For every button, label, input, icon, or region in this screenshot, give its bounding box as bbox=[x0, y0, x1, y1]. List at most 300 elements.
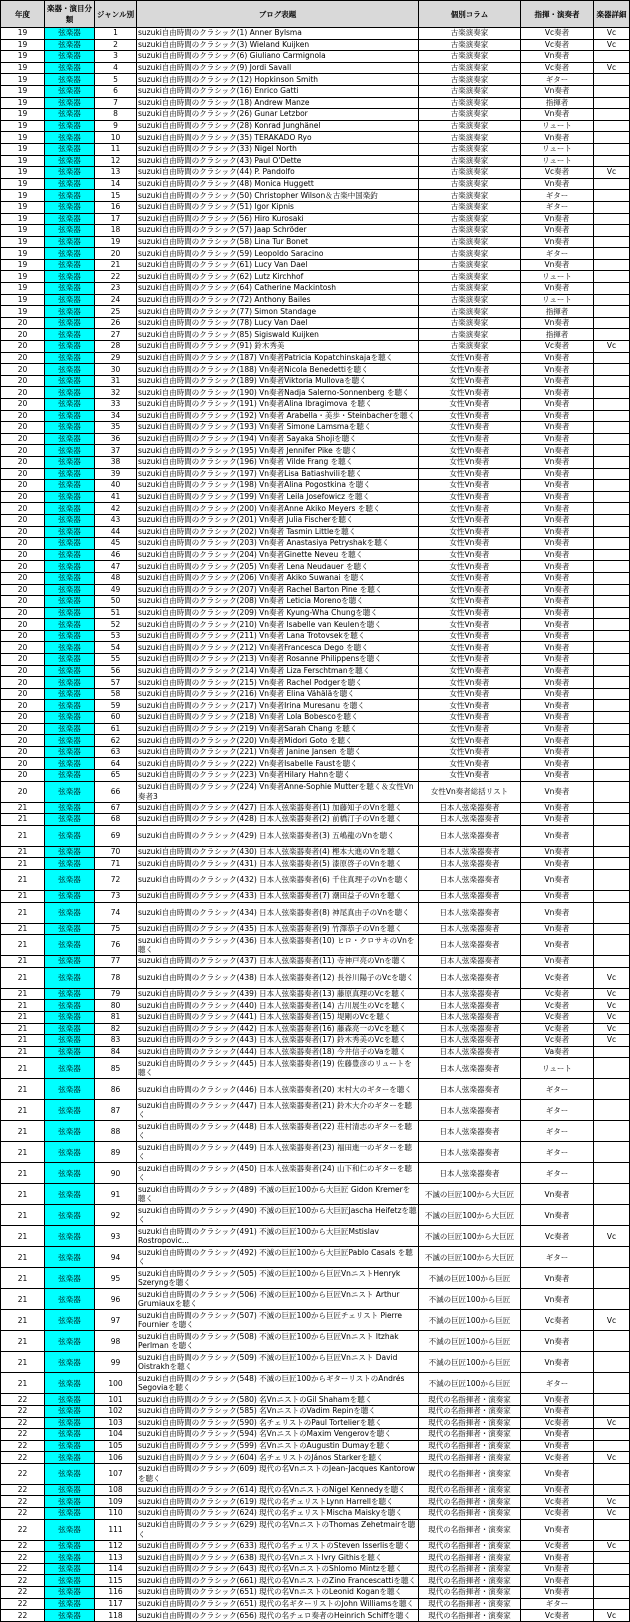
cell-year[interactable]: 20 bbox=[1, 596, 45, 608]
cell-category[interactable]: 弦楽器 bbox=[45, 677, 95, 689]
cell-genre-no[interactable]: 28 bbox=[95, 341, 137, 353]
cell-title[interactable]: suzuki自由時間のクラシック(506) 不滅の巨匠100から巨匠Vnニスト Arthur Grumiauxを聴く bbox=[137, 1289, 419, 1310]
cell-category[interactable]: 弦楽器 bbox=[45, 700, 95, 712]
cell-column[interactable]: 古楽演奏家 bbox=[419, 120, 521, 132]
cell-column[interactable]: 古楽演奏家 bbox=[419, 329, 521, 341]
cell-genre-no[interactable]: 110 bbox=[95, 1508, 137, 1520]
cell-instrument[interactable] bbox=[594, 1598, 630, 1610]
cell-instrument[interactable] bbox=[594, 259, 630, 271]
cell-year[interactable]: 21 bbox=[1, 1352, 45, 1373]
cell-genre-no[interactable]: 15 bbox=[95, 190, 137, 202]
cell-title[interactable]: suzuki自由時間のクラシック(198) Vn奏者Alina Pogostkina を聴く bbox=[137, 480, 419, 492]
cell-title[interactable]: suzuki自由時間のクラシック(656) 現代の名チェロ奏者のHeinrich Schiffを聴く bbox=[137, 1610, 419, 1622]
cell-instrument[interactable] bbox=[594, 846, 630, 858]
cell-year[interactable]: 19 bbox=[1, 167, 45, 179]
cell-year[interactable]: 20 bbox=[1, 364, 45, 376]
cell-instrument[interactable] bbox=[594, 630, 630, 642]
cell-column[interactable]: 現代の名指揮者・演奏家 bbox=[419, 1463, 521, 1484]
cell-column[interactable]: 女性Vn奏者 bbox=[419, 630, 521, 642]
cell-genre-no[interactable]: 31 bbox=[95, 375, 137, 387]
cell-column[interactable]: 女性Vn奏者 bbox=[419, 584, 521, 596]
header-instrument[interactable]: 楽器詳細 bbox=[594, 1, 630, 28]
cell-title[interactable]: suzuki自由時間のクラシック(222) Vn奏者Isabelle Faustを聴く bbox=[137, 758, 419, 770]
cell-year[interactable]: 19 bbox=[1, 85, 45, 97]
cell-genre-no[interactable]: 52 bbox=[95, 619, 137, 631]
cell-year[interactable]: 21 bbox=[1, 1373, 45, 1394]
cell-role[interactable]: Vn奏者 bbox=[521, 491, 594, 503]
cell-title[interactable]: suzuki自由時間のクラシック(64) Catherine Mackintosh bbox=[137, 283, 419, 295]
cell-title[interactable]: suzuki自由時間のクラシック(190) Vn奏者Nadja Salerno-Sonnenberg を聴く bbox=[137, 387, 419, 399]
cell-title[interactable]: suzuki自由時間のクラシック(643) 現代の名VnニストのShlomo Mintzを聴く bbox=[137, 1563, 419, 1575]
cell-category[interactable]: 弦楽器 bbox=[45, 352, 95, 364]
cell-role[interactable]: ギター bbox=[521, 1598, 594, 1610]
cell-genre-no[interactable]: 32 bbox=[95, 387, 137, 399]
cell-genre-no[interactable]: 83 bbox=[95, 1035, 137, 1047]
cell-column[interactable]: 現代の名指揮者・演奏家 bbox=[419, 1575, 521, 1587]
cell-category[interactable]: 弦楽器 bbox=[45, 1058, 95, 1079]
cell-year[interactable]: 20 bbox=[1, 677, 45, 689]
cell-genre-no[interactable]: 99 bbox=[95, 1352, 137, 1373]
cell-year[interactable]: 20 bbox=[1, 770, 45, 782]
cell-title[interactable]: suzuki自由時間のクラシック(35) TERAKADO Ryo bbox=[137, 132, 419, 144]
cell-instrument[interactable] bbox=[594, 364, 630, 376]
cell-role[interactable]: Vn奏者 bbox=[521, 259, 594, 271]
cell-genre-no[interactable]: 72 bbox=[95, 869, 137, 890]
cell-title[interactable]: suzuki自由時間のクラシック(437) 日本人弦楽器奏者(11) 寺神戸亮のVnを聴く bbox=[137, 956, 419, 968]
cell-role[interactable]: Vn奏者 bbox=[521, 723, 594, 735]
cell-title[interactable]: suzuki自由時間のクラシック(214) Vn奏者 Liza Ferschtmanを聴く bbox=[137, 665, 419, 677]
cell-year[interactable]: 21 bbox=[1, 1023, 45, 1035]
cell-genre-no[interactable]: 57 bbox=[95, 677, 137, 689]
cell-year[interactable]: 21 bbox=[1, 923, 45, 935]
cell-instrument[interactable] bbox=[594, 387, 630, 399]
cell-category[interactable]: 弦楽器 bbox=[45, 1331, 95, 1352]
cell-instrument[interactable]: Vc bbox=[594, 167, 630, 179]
cell-role[interactable]: ギター bbox=[521, 1121, 594, 1142]
cell-title[interactable]: suzuki自由時間のクラシック(219) Vn奏者Sarah Chang を聴く bbox=[137, 723, 419, 735]
cell-column[interactable]: 女性Vn奏者 bbox=[419, 514, 521, 526]
cell-category[interactable]: 弦楽器 bbox=[45, 1289, 95, 1310]
cell-category[interactable]: 弦楽器 bbox=[45, 572, 95, 584]
cell-role[interactable]: Vn奏者 bbox=[521, 317, 594, 329]
cell-title[interactable]: suzuki自由時間のクラシック(220) Vn奏者Midori Goto を聴く bbox=[137, 735, 419, 747]
cell-role[interactable]: Vn奏者 bbox=[521, 1484, 594, 1496]
cell-category[interactable]: 弦楽器 bbox=[45, 630, 95, 642]
cell-instrument[interactable] bbox=[594, 201, 630, 213]
cell-column[interactable]: 古楽演奏家 bbox=[419, 317, 521, 329]
cell-column[interactable]: 古楽演奏家 bbox=[419, 201, 521, 213]
cell-year[interactable]: 20 bbox=[1, 514, 45, 526]
cell-genre-no[interactable]: 77 bbox=[95, 956, 137, 968]
cell-column[interactable]: 女性Vn奏者 bbox=[419, 746, 521, 758]
cell-instrument[interactable] bbox=[594, 178, 630, 190]
cell-column[interactable]: 日本人弦楽器奏者 bbox=[419, 802, 521, 814]
cell-column[interactable]: 古楽演奏家 bbox=[419, 51, 521, 63]
header-year[interactable]: 年度 bbox=[1, 1, 45, 28]
cell-category[interactable]: 弦楽器 bbox=[45, 51, 95, 63]
cell-instrument[interactable] bbox=[594, 306, 630, 318]
cell-column[interactable]: 日本人弦楽器奏者 bbox=[419, 1100, 521, 1121]
cell-category[interactable]: 弦楽器 bbox=[45, 1046, 95, 1058]
cell-title[interactable]: suzuki自由時間のクラシック(78) Lucy Van Dael bbox=[137, 317, 419, 329]
cell-role[interactable]: Vn奏者 bbox=[521, 1331, 594, 1352]
cell-role[interactable]: Vn奏者 bbox=[521, 1563, 594, 1575]
cell-column[interactable]: 古楽演奏家 bbox=[419, 341, 521, 353]
cell-title[interactable]: suzuki自由時間のクラシック(439) 日本人弦楽器奏者(13) 藤原真理のVcを聴く bbox=[137, 988, 419, 1000]
cell-title[interactable]: suzuki自由時間のクラシック(213) Vn奏者 Rosanne Philippensを聴く bbox=[137, 654, 419, 666]
cell-column[interactable]: 現代の名指揮者・演奏家 bbox=[419, 1540, 521, 1552]
cell-year[interactable]: 22 bbox=[1, 1563, 45, 1575]
cell-instrument[interactable]: Vc bbox=[594, 1417, 630, 1429]
cell-instrument[interactable] bbox=[594, 248, 630, 260]
cell-title[interactable]: suzuki自由時間のクラシック(44) P. Pandolfo bbox=[137, 167, 419, 179]
cell-genre-no[interactable]: 85 bbox=[95, 1058, 137, 1079]
cell-role[interactable]: Vn奏者 bbox=[521, 399, 594, 411]
cell-year[interactable]: 19 bbox=[1, 28, 45, 40]
cell-title[interactable]: suzuki自由時間のクラシック(195) Vn奏者 Jennifer Pike を聴く bbox=[137, 445, 419, 457]
cell-role[interactable]: Vn奏者 bbox=[521, 814, 594, 826]
cell-title[interactable]: suzuki自由時間のクラシック(434) 日本人弦楽器奏者(8) 神尾真由子のVnを聴く bbox=[137, 902, 419, 923]
cell-genre-no[interactable]: 36 bbox=[95, 433, 137, 445]
cell-title[interactable]: suzuki自由時間のクラシック(224) Vn奏者Anne-Sophie Mutterを聴く＆女性Vn奏者3 bbox=[137, 781, 419, 802]
cell-year[interactable]: 19 bbox=[1, 62, 45, 74]
cell-instrument[interactable] bbox=[594, 271, 630, 283]
cell-category[interactable]: 弦楽器 bbox=[45, 1000, 95, 1012]
cell-title[interactable]: suzuki自由時間のクラシック(548) 不滅の巨匠100からギターリストのAndrés Segoviaを聴く bbox=[137, 1373, 419, 1394]
cell-column[interactable]: 女性Vn奏者 bbox=[419, 468, 521, 480]
cell-instrument[interactable] bbox=[594, 538, 630, 550]
cell-year[interactable]: 21 bbox=[1, 1184, 45, 1205]
cell-category[interactable]: 弦楽器 bbox=[45, 967, 95, 988]
cell-role[interactable]: ギター bbox=[521, 1163, 594, 1184]
cell-year[interactable]: 21 bbox=[1, 1289, 45, 1310]
cell-role[interactable]: Vn奏者 bbox=[521, 858, 594, 870]
cell-role[interactable]: Vn奏者 bbox=[521, 364, 594, 376]
cell-instrument[interactable] bbox=[594, 109, 630, 121]
cell-role[interactable]: Vn奏者 bbox=[521, 85, 594, 97]
cell-category[interactable]: 弦楽器 bbox=[45, 1310, 95, 1331]
cell-title[interactable]: suzuki自由時間のクラシック(441) 日本人弦楽器奏者(15) 堤剛のVcを聴く bbox=[137, 1011, 419, 1023]
cell-column[interactable]: 古楽演奏家 bbox=[419, 178, 521, 190]
cell-year[interactable]: 19 bbox=[1, 120, 45, 132]
cell-instrument[interactable] bbox=[594, 155, 630, 167]
cell-category[interactable]: 弦楽器 bbox=[45, 561, 95, 573]
cell-instrument[interactable] bbox=[594, 1268, 630, 1289]
cell-year[interactable]: 20 bbox=[1, 642, 45, 654]
cell-category[interactable]: 弦楽器 bbox=[45, 1163, 95, 1184]
cell-year[interactable]: 21 bbox=[1, 846, 45, 858]
cell-year[interactable]: 22 bbox=[1, 1417, 45, 1429]
cell-column[interactable]: 日本人弦楽器奏者 bbox=[419, 1011, 521, 1023]
cell-role[interactable]: Vn奏者 bbox=[521, 1440, 594, 1452]
cell-category[interactable]: 弦楽器 bbox=[45, 503, 95, 515]
cell-genre-no[interactable]: 43 bbox=[95, 514, 137, 526]
cell-category[interactable]: 弦楽器 bbox=[45, 375, 95, 387]
cell-year[interactable]: 19 bbox=[1, 213, 45, 225]
cell-category[interactable]: 弦楽器 bbox=[45, 317, 95, 329]
cell-column[interactable]: 古楽演奏家 bbox=[419, 143, 521, 155]
cell-role[interactable]: Vn奏者 bbox=[521, 630, 594, 642]
cell-genre-no[interactable]: 56 bbox=[95, 665, 137, 677]
cell-column[interactable]: 古楽演奏家 bbox=[419, 236, 521, 248]
cell-genre-no[interactable]: 58 bbox=[95, 688, 137, 700]
cell-year[interactable]: 19 bbox=[1, 294, 45, 306]
cell-category[interactable]: 弦楽器 bbox=[45, 642, 95, 654]
cell-column[interactable]: 女性Vn奏者 bbox=[419, 619, 521, 631]
cell-role[interactable]: リュート bbox=[521, 1058, 594, 1079]
cell-role[interactable]: Vn奏者 bbox=[521, 572, 594, 584]
cell-title[interactable]: suzuki自由時間のクラシック(12) Hopkinson Smith bbox=[137, 74, 419, 86]
cell-genre-no[interactable]: 53 bbox=[95, 630, 137, 642]
cell-category[interactable]: 弦楽器 bbox=[45, 665, 95, 677]
cell-column[interactable]: 古楽演奏家 bbox=[419, 283, 521, 295]
cell-column[interactable]: 女性Vn奏者 bbox=[419, 387, 521, 399]
cell-category[interactable]: 弦楽器 bbox=[45, 433, 95, 445]
cell-instrument[interactable]: Vc bbox=[594, 967, 630, 988]
cell-category[interactable]: 弦楽器 bbox=[45, 248, 95, 260]
cell-role[interactable]: Vc奏者 bbox=[521, 167, 594, 179]
cell-category[interactable]: 弦楽器 bbox=[45, 1496, 95, 1508]
cell-role[interactable]: Vn奏者 bbox=[521, 225, 594, 237]
cell-column[interactable]: 古楽演奏家 bbox=[419, 74, 521, 86]
cell-column[interactable]: 古楽演奏家 bbox=[419, 213, 521, 225]
cell-role[interactable]: Vc奏者 bbox=[521, 1508, 594, 1520]
cell-year[interactable]: 20 bbox=[1, 746, 45, 758]
cell-column[interactable]: 現代の名指揮者・演奏家 bbox=[419, 1394, 521, 1406]
cell-year[interactable]: 19 bbox=[1, 283, 45, 295]
cell-genre-no[interactable]: 112 bbox=[95, 1540, 137, 1552]
cell-category[interactable]: 弦楽器 bbox=[45, 74, 95, 86]
cell-role[interactable]: Vn奏者 bbox=[521, 1519, 594, 1540]
cell-title[interactable]: suzuki自由時間のクラシック(604) 名チェリストのJános Starkerを聴く bbox=[137, 1452, 419, 1464]
cell-category[interactable]: 弦楽器 bbox=[45, 1575, 95, 1587]
cell-title[interactable]: suzuki自由時間のクラシック(215) Vn奏者 Rachel Podgerを聴く bbox=[137, 677, 419, 689]
cell-role[interactable]: Vn奏者 bbox=[521, 213, 594, 225]
cell-role[interactable]: Vn奏者 bbox=[521, 549, 594, 561]
cell-role[interactable]: Vn奏者 bbox=[521, 584, 594, 596]
cell-instrument[interactable] bbox=[594, 1184, 630, 1205]
cell-genre-no[interactable]: 29 bbox=[95, 352, 137, 364]
cell-column[interactable]: 女性Vn奏者 bbox=[419, 422, 521, 434]
cell-category[interactable]: 弦楽器 bbox=[45, 491, 95, 503]
cell-title[interactable]: suzuki自由時間のクラシック(187) Vn奏者Patricia Kopatchinskajaを聴く bbox=[137, 352, 419, 364]
cell-title[interactable]: suzuki自由時間のクラシック(200) Vn奏者Anne Akiko Meyers を聴く bbox=[137, 503, 419, 515]
cell-genre-no[interactable]: 44 bbox=[95, 526, 137, 538]
cell-year[interactable]: 20 bbox=[1, 445, 45, 457]
cell-instrument[interactable]: Vc bbox=[594, 39, 630, 51]
cell-title[interactable]: suzuki自由時間のクラシック(211) Vn奏者 Lana Trotovsekを聴く bbox=[137, 630, 419, 642]
cell-role[interactable]: Vn奏者 bbox=[521, 770, 594, 782]
cell-title[interactable]: suzuki自由時間のクラシック(624) 現代の名チェリストMischa Maiskyを聴く bbox=[137, 1508, 419, 1520]
cell-category[interactable]: 弦楽器 bbox=[45, 1598, 95, 1610]
cell-year[interactable]: 20 bbox=[1, 549, 45, 561]
cell-genre-no[interactable]: 91 bbox=[95, 1184, 137, 1205]
cell-title[interactable]: suzuki自由時間のクラシック(212) Vn奏者Francesca Dego を聴く bbox=[137, 642, 419, 654]
cell-instrument[interactable] bbox=[594, 514, 630, 526]
cell-column[interactable]: 女性Vn奏者 bbox=[419, 399, 521, 411]
cell-year[interactable]: 21 bbox=[1, 1226, 45, 1247]
cell-genre-no[interactable]: 21 bbox=[95, 259, 137, 271]
cell-column[interactable]: 古楽演奏家 bbox=[419, 97, 521, 109]
cell-instrument[interactable] bbox=[594, 213, 630, 225]
cell-title[interactable]: suzuki自由時間のクラシック(56) Hiro Kurosaki bbox=[137, 213, 419, 225]
cell-instrument[interactable]: Vc bbox=[594, 1540, 630, 1552]
cell-category[interactable]: 弦楽器 bbox=[45, 120, 95, 132]
cell-title[interactable]: suzuki自由時間のクラシック(206) Vn奏者 Akiko Suwanai を聴く bbox=[137, 572, 419, 584]
cell-instrument[interactable] bbox=[594, 1289, 630, 1310]
cell-column[interactable]: 日本人弦楽器奏者 bbox=[419, 935, 521, 956]
cell-title[interactable]: suzuki自由時間のクラシック(489) 不滅の巨匠100から大巨匠 Gidon Kremerを聴く bbox=[137, 1184, 419, 1205]
cell-column[interactable]: 女性Vn奏者 bbox=[419, 712, 521, 724]
cell-category[interactable]: 弦楽器 bbox=[45, 1610, 95, 1622]
cell-instrument[interactable] bbox=[594, 665, 630, 677]
cell-category[interactable]: 弦楽器 bbox=[45, 814, 95, 826]
cell-title[interactable]: suzuki自由時間のクラシック(651) 現代の名VnニストのLeonid Koganを聴く bbox=[137, 1587, 419, 1599]
cell-instrument[interactable] bbox=[594, 700, 630, 712]
cell-year[interactable]: 22 bbox=[1, 1452, 45, 1464]
cell-role[interactable]: リュート bbox=[521, 155, 594, 167]
cell-year[interactable]: 20 bbox=[1, 468, 45, 480]
cell-instrument[interactable] bbox=[594, 677, 630, 689]
cell-instrument[interactable] bbox=[594, 526, 630, 538]
cell-year[interactable]: 21 bbox=[1, 956, 45, 968]
cell-category[interactable]: 弦楽器 bbox=[45, 480, 95, 492]
cell-genre-no[interactable]: 97 bbox=[95, 1310, 137, 1331]
cell-genre-no[interactable]: 61 bbox=[95, 723, 137, 735]
cell-column[interactable]: 古楽演奏家 bbox=[419, 259, 521, 271]
cell-genre-no[interactable]: 89 bbox=[95, 1142, 137, 1163]
cell-instrument[interactable] bbox=[594, 858, 630, 870]
cell-instrument[interactable] bbox=[594, 225, 630, 237]
cell-role[interactable]: 指揮者 bbox=[521, 329, 594, 341]
cell-category[interactable]: 弦楽器 bbox=[45, 167, 95, 179]
cell-title[interactable]: suzuki自由時間のクラシック(196) Vn奏者 Vilde Frang を聴く bbox=[137, 456, 419, 468]
cell-genre-no[interactable]: 64 bbox=[95, 758, 137, 770]
cell-instrument[interactable] bbox=[594, 480, 630, 492]
cell-year[interactable]: 20 bbox=[1, 526, 45, 538]
cell-column[interactable]: 不滅の巨匠100から大巨匠 bbox=[419, 1226, 521, 1247]
cell-column[interactable]: 日本人弦楽器奏者 bbox=[419, 956, 521, 968]
cell-genre-no[interactable]: 63 bbox=[95, 746, 137, 758]
cell-column[interactable]: 女性Vn奏者 bbox=[419, 491, 521, 503]
cell-instrument[interactable]: Vc bbox=[594, 1310, 630, 1331]
cell-genre-no[interactable]: 18 bbox=[95, 225, 137, 237]
cell-title[interactable]: suzuki自由時間のクラシック(508) 不滅の巨匠100から巨匠Vnニスト Itzhak Perlman を聴く bbox=[137, 1331, 419, 1352]
cell-genre-no[interactable]: 60 bbox=[95, 712, 137, 724]
cell-column[interactable]: 日本人弦楽器奏者 bbox=[419, 1000, 521, 1012]
cell-role[interactable]: Vc奏者 bbox=[521, 1310, 594, 1331]
cell-genre-no[interactable]: 11 bbox=[95, 143, 137, 155]
cell-role[interactable]: ギター bbox=[521, 1100, 594, 1121]
cell-role[interactable]: Vc奏者 bbox=[521, 1610, 594, 1622]
cell-genre-no[interactable]: 35 bbox=[95, 422, 137, 434]
cell-column[interactable]: 女性Vn奏者 bbox=[419, 433, 521, 445]
cell-title[interactable]: suzuki自由時間のクラシック(217) Vn奏者Irina Muresanu を聴く bbox=[137, 700, 419, 712]
cell-column[interactable]: 女性Vn奏者 bbox=[419, 688, 521, 700]
cell-role[interactable]: Vn奏者 bbox=[521, 410, 594, 422]
cell-title[interactable]: suzuki自由時間のクラシック(594) 名VnニストのMaxim Vengerovを聴く bbox=[137, 1429, 419, 1441]
cell-role[interactable]: Vn奏者 bbox=[521, 758, 594, 770]
cell-column[interactable]: 日本人弦楽器奏者 bbox=[419, 825, 521, 846]
cell-year[interactable]: 22 bbox=[1, 1405, 45, 1417]
cell-category[interactable]: 弦楽器 bbox=[45, 1079, 95, 1100]
cell-column[interactable]: 日本人弦楽器奏者 bbox=[419, 858, 521, 870]
cell-category[interactable]: 弦楽器 bbox=[45, 1552, 95, 1564]
cell-year[interactable]: 19 bbox=[1, 190, 45, 202]
cell-year[interactable]: 20 bbox=[1, 375, 45, 387]
cell-instrument[interactable] bbox=[594, 190, 630, 202]
cell-genre-no[interactable]: 94 bbox=[95, 1247, 137, 1268]
cell-year[interactable]: 19 bbox=[1, 155, 45, 167]
cell-genre-no[interactable]: 55 bbox=[95, 654, 137, 666]
cell-category[interactable]: 弦楽器 bbox=[45, 1452, 95, 1464]
cell-role[interactable]: Vn奏者 bbox=[521, 132, 594, 144]
cell-role[interactable]: Vn奏者 bbox=[521, 677, 594, 689]
cell-year[interactable]: 21 bbox=[1, 890, 45, 902]
cell-title[interactable]: suzuki自由時間のクラシック(57) Jaap Schröder bbox=[137, 225, 419, 237]
cell-category[interactable]: 弦楽器 bbox=[45, 619, 95, 631]
cell-column[interactable]: 古楽演奏家 bbox=[419, 225, 521, 237]
cell-instrument[interactable] bbox=[594, 1394, 630, 1406]
cell-title[interactable]: suzuki自由時間のクラシック(509) 不滅の巨匠100から巨匠Vnニスト David Oistrakhを聴く bbox=[137, 1352, 419, 1373]
cell-category[interactable]: 弦楽器 bbox=[45, 259, 95, 271]
cell-title[interactable]: suzuki自由時間のクラシック(436) 日本人弦楽器奏者(10) ヒロ・クロサキのVnを聴く bbox=[137, 935, 419, 956]
cell-category[interactable]: 弦楽器 bbox=[45, 1563, 95, 1575]
cell-genre-no[interactable]: 59 bbox=[95, 700, 137, 712]
cell-year[interactable]: 20 bbox=[1, 630, 45, 642]
cell-title[interactable]: suzuki自由時間のクラシック(446) 日本人弦楽器奏者(20) 末村大のギターを聴く bbox=[137, 1079, 419, 1100]
cell-genre-no[interactable]: 23 bbox=[95, 283, 137, 295]
cell-year[interactable]: 21 bbox=[1, 988, 45, 1000]
cell-category[interactable]: 弦楽器 bbox=[45, 1205, 95, 1226]
cell-column[interactable]: 女性Vn奏者 bbox=[419, 375, 521, 387]
cell-column[interactable]: 女性Vn奏者 bbox=[419, 445, 521, 457]
cell-role[interactable]: リュート bbox=[521, 143, 594, 155]
cell-instrument[interactable] bbox=[594, 456, 630, 468]
cell-column[interactable]: 現代の名指揮者・演奏家 bbox=[419, 1598, 521, 1610]
cell-column[interactable]: 現代の名指揮者・演奏家 bbox=[419, 1508, 521, 1520]
cell-year[interactable]: 19 bbox=[1, 97, 45, 109]
cell-instrument[interactable] bbox=[594, 814, 630, 826]
cell-title[interactable]: suzuki自由時間のクラシック(427) 日本人弦楽器奏者(1) 加藤知子のVnを聴く bbox=[137, 802, 419, 814]
cell-category[interactable]: 弦楽器 bbox=[45, 1405, 95, 1417]
cell-instrument[interactable] bbox=[594, 503, 630, 515]
cell-genre-no[interactable]: 116 bbox=[95, 1587, 137, 1599]
cell-category[interactable]: 弦楽器 bbox=[45, 1587, 95, 1599]
cell-column[interactable]: 女性Vn奏者総括リスト bbox=[419, 781, 521, 802]
cell-genre-no[interactable]: 107 bbox=[95, 1463, 137, 1484]
cell-column[interactable]: 古楽演奏家 bbox=[419, 85, 521, 97]
cell-title[interactable]: suzuki自由時間のクラシック(435) 日本人弦楽器奏者(9) 竹澤恭子のVnを聴く bbox=[137, 923, 419, 935]
cell-genre-no[interactable]: 4 bbox=[95, 62, 137, 74]
cell-instrument[interactable]: Vc bbox=[594, 341, 630, 353]
cell-year[interactable]: 20 bbox=[1, 735, 45, 747]
cell-instrument[interactable] bbox=[594, 1587, 630, 1599]
cell-year[interactable]: 20 bbox=[1, 561, 45, 573]
cell-role[interactable]: Vn奏者 bbox=[521, 802, 594, 814]
cell-column[interactable]: 古楽演奏家 bbox=[419, 28, 521, 40]
cell-genre-no[interactable]: 105 bbox=[95, 1440, 137, 1452]
cell-role[interactable]: Vn奏者 bbox=[521, 956, 594, 968]
cell-title[interactable]: suzuki自由時間のクラシック(445) 日本人弦楽器奏者(19) 佐藤豊彦のリュートを聴く bbox=[137, 1058, 419, 1079]
cell-genre-no[interactable]: 115 bbox=[95, 1575, 137, 1587]
cell-column[interactable]: 日本人弦楽器奏者 bbox=[419, 1163, 521, 1184]
cell-title[interactable]: suzuki自由時間のクラシック(72) Anthony Bailes bbox=[137, 294, 419, 306]
cell-year[interactable]: 20 bbox=[1, 781, 45, 802]
cell-instrument[interactable] bbox=[594, 317, 630, 329]
cell-category[interactable]: 弦楽器 bbox=[45, 526, 95, 538]
cell-column[interactable]: 女性Vn奏者 bbox=[419, 735, 521, 747]
